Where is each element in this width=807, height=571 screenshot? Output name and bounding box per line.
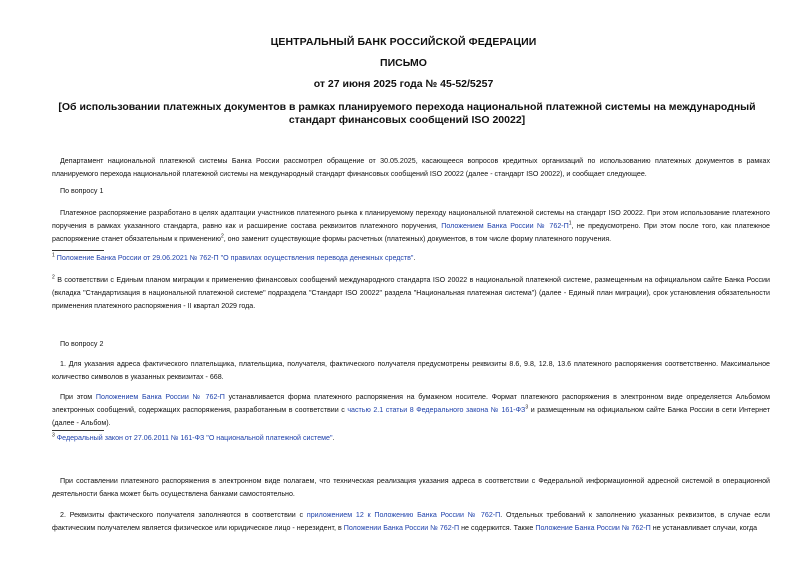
footnote-3: $^3$ Федеральный закон от 27.06.2011 № 161-ФЗ "О национальной платежной системе". [52,432,335,442]
document-type: ПИСЬМО [380,57,427,69]
question-2-paragraph-3: При составлении платежного распоряжения в электронном виде полагаем, что техническая реализация указания адреса в соответствии с Федеральной информационной адресной системой в операционной деятельности банка может быть осуществлена банками самостоятельно. [52,477,770,499]
question-1-label: По вопросу 1 [60,187,104,195]
link-regulation-762p-footnote[interactable]: Положение Банка России от 29.06.2021 № 762-П "О правилах осуществления перевода денежных средств" [56,254,414,262]
issuer-title: ЦЕНТРАЛЬНЫЙ БАНК РОССИЙСКОЙ ФЕДЕРАЦИИ [270,36,537,48]
link-regulation-762p[interactable]: Положением Банка России № 762-П [441,222,569,231]
document-date-number: от 27 июня 2025 года № 45-52/5257 [313,78,494,90]
footnote-1: $^1$ Положение Банка России от 29.06.2021 № 762-П "О правилах осуществления перевода денежных средств". [52,252,416,262]
link-regulation-762p-2[interactable]: Положением Банка России № 762-П [95,393,225,401]
link-federal-law-161fz[interactable]: Федеральный закон от 27.06.2011 № 161-ФЗ "О национальной платежной системе" [56,434,333,442]
link-regulation-762p-3[interactable]: Положении Банка России № 762-П [343,524,460,533]
footnote-ref-3[interactable]: 3 [525,404,529,411]
link-regulation-762p-4[interactable]: Положение Банка России № 762-П [535,524,651,533]
footnote-2: $^2$ В соответствии с Единым планом миграции к применению финансовых сообщений международного стандарта ISO 20022 в национальной платежной системе, размещенным на официальном сайте Банка России (вкладка "Стандартизация в национальной платежной системе" подраздела "Стандарт ISO 20022" раздела "Национальная платежная система") (далее - Единый план миграции), срок установления обязательности применения платежного распоряжения - II квартал 2029 года. [52,274,770,311]
footnote-ref-2[interactable]: 2 [220,234,224,241]
footnote-divider-2 [52,430,104,431]
question-2-paragraph-1: 1. Для указания адреса фактического плательщика, плательщика, получателя, фактического получателя предусмотрены реквизиты 8.6, 9.8, 12.8, 13.6 платежного распоряжения соответственно. Максимальное количество символов в указанных реквизитах - 668. [52,360,770,382]
intro-paragraph: Департамент национальной платежной системы Банка России рассмотрел обращение от 30.05.2025, касающееся вопросов кредитных организаций по использованию платежных документов в рамках планируемого перехода национальной платежной системы на международный стандарт финансовых сообщений ISO 20022 (далее - стандарт ISO 20022), и сообщает следующее. [52,157,770,179]
question-2-paragraph-4: 2. Реквизиты фактического получателя заполняются в соответствии с приложением 12 к Положению Банка России № 762-П. Отдельных требований к заполнению указанных реквизитов, в случае если фактическим получателем является физическое или юридическое лицо - нерезидент, в Положении Банка России № 762-П не содержится. Также Положение Банка России № 762-П не устанавливает случаи, когда [52,511,770,533]
question-2-label: По вопросу 2 [60,340,104,348]
question-2-paragraph-2: При этом Положением Банка России № 762-П устанавливается форма платежного распоряжения на бумажном носителе. Формат платежного распоряжения в электронном виде определяется Альбомом электронных сообщений, содержащих распоряжения, разработанным в соответствии с частью 2.1 статьи 8 Федерального закона № $161-ФЗ^3$ и размещенным на официальном сайте Банка России в сети Интернет (далее - Альбом). [52,393,770,428]
link-appendix-12[interactable]: приложением 12 к Положению Банка России № 762-П [306,511,501,519]
link-federal-law-161fz-article[interactable]: частью 2.1 статьи 8 Федерального закона № 161-ФЗ [347,406,526,415]
document-subject: [Об использовании платежных документов в рамках планируемого перехода национальной платежной системы на международный стандарт финансовых сообщений ISO 20022] [58,101,756,126]
footnote-divider [52,250,104,251]
footnote-ref-1[interactable]: 1 [568,220,572,227]
question-1-paragraph: Платежное распоряжение разработано в целях адаптации участников платежного рынка к планируемому переходу национальной платежной системы на стандарт ISO 20022. При этом использование платежного поручения в рамках указанного стандарта, равно как и расширение состава реквизитов платежного поручения, Положением Банка России № $762-П^1$, не предусмотрено. При этом после того, как платежное распоряжение станет обязательным к применению$^2$, оно заменит существующие формы расчетных (платежных) документов, в том числе форму платежного поручения. [52,209,770,244]
